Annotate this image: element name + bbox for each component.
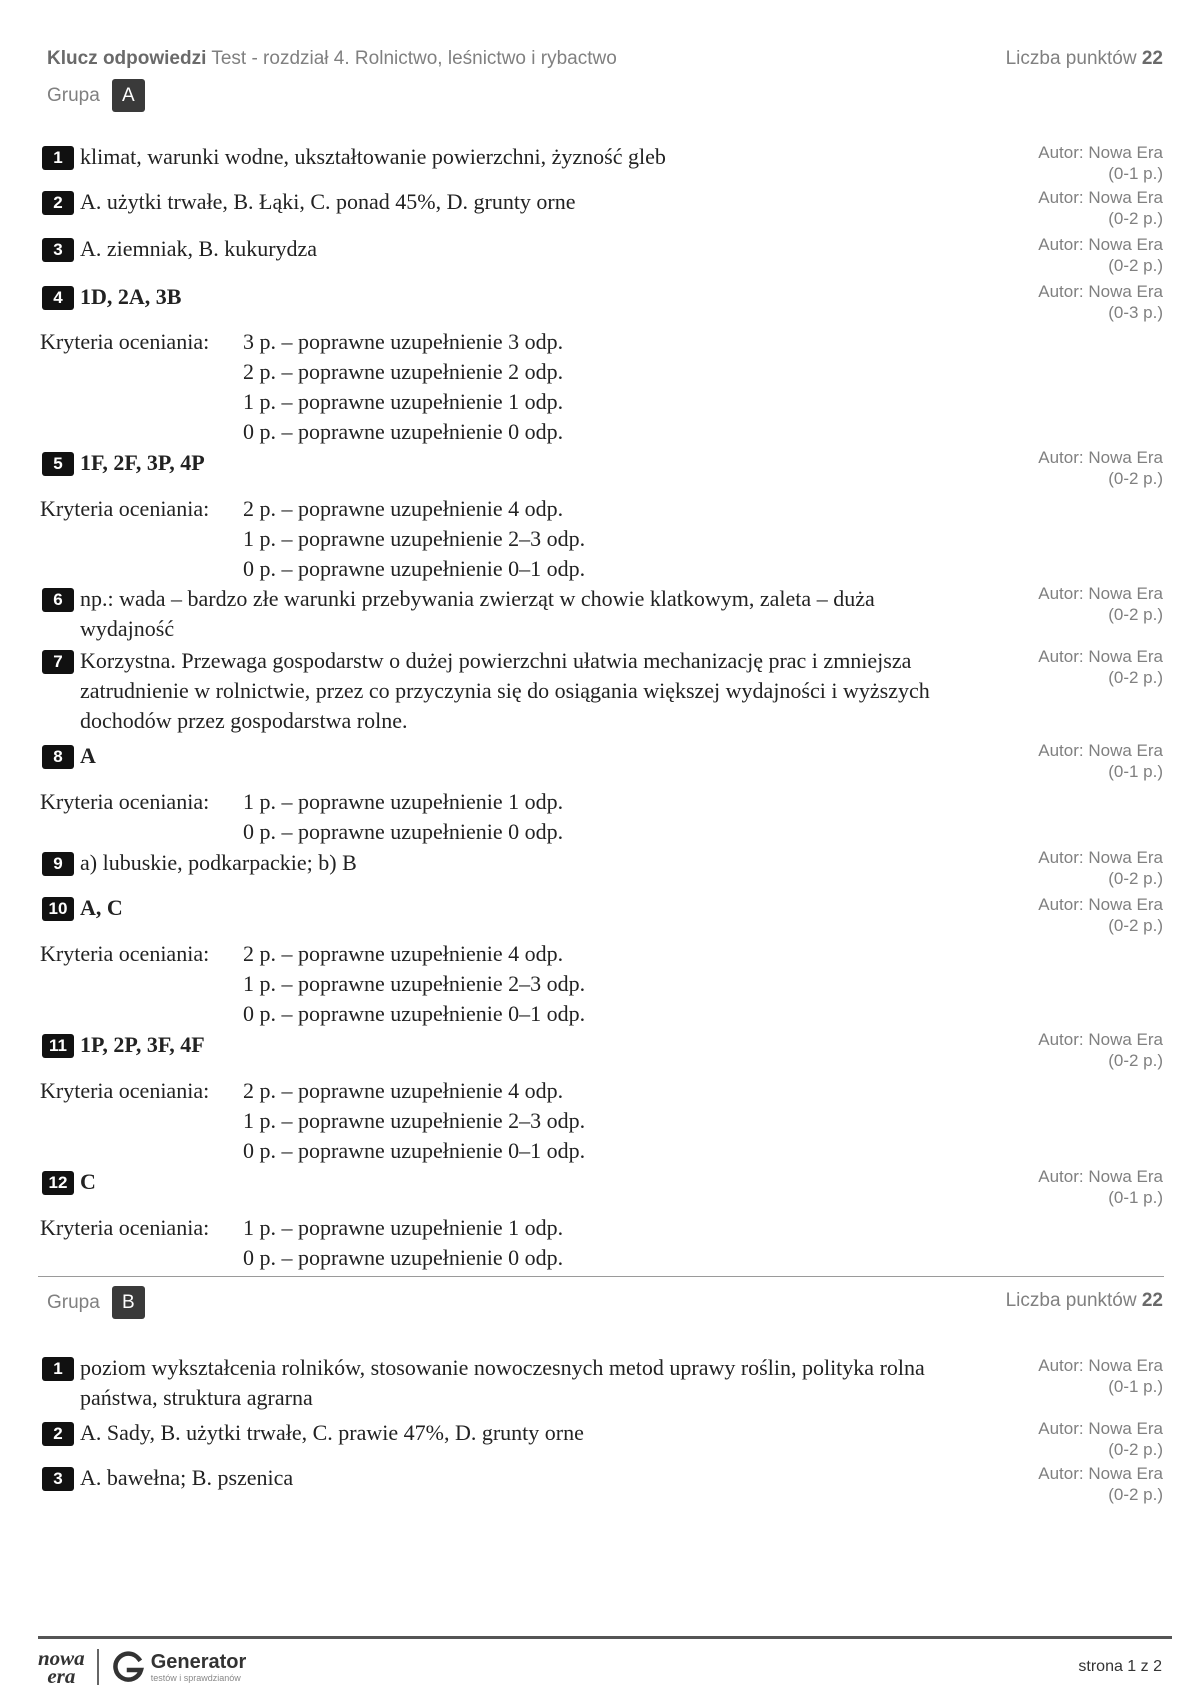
group-badge: B [112,1286,145,1319]
question-number: 3 [42,1467,74,1491]
answer-text: Korzystna. Przewaga gospodarstw o dużej powierzchni ułatwia mechanizację prac i zmniejsza zatrudnienie w rolnictwie, przez co przyczynia się do osiągania większej wydajności i wyższych dochodów przez gospodarstwa rolne. [80,648,930,733]
answer-text: A, C [80,895,123,920]
criteria-label: Kryteria oceniania: [40,1078,210,1103]
criteria-line: 0 p. – poprawne uzupełnienie 0–1 odp. [243,1001,586,1026]
points-range: (0-2 p.) [1108,209,1163,228]
answer-text: a) lubuskie, podkarpackie; b) B [80,850,357,875]
points-total [1006,1290,1163,1312]
question-item [42,142,1002,172]
criteria-line: 1 p. – poprawne uzupełnienie 1 odp. [243,789,564,814]
author: Autor: Nowa Era [1038,1030,1163,1049]
points-range: (0-2 p.) [1108,1051,1163,1070]
question-number: 1 [42,1357,74,1381]
points-label: Liczba punktów [1005,48,1137,69]
criteria-line: 1 p. – poprawne uzupełnienie 2–3 odp. [243,971,586,996]
criteria-label: Kryteria oceniania: [40,329,210,354]
question-meta [963,447,1163,489]
page-number: strona 1 z 2 [1078,1658,1162,1675]
question-number: 10 [42,897,74,921]
criteria-line: 0 p. – poprawne uzupełnienie 0–1 odp. [243,1138,586,1163]
group-a-header [47,79,145,112]
answer-text: A [80,743,96,768]
points-range: (0-2 p.) [1108,916,1163,935]
group-b-header [47,1286,145,1319]
question-number: 9 [42,852,74,876]
points-range: (0-2 p.) [1108,605,1163,624]
question-meta [963,281,1163,323]
criteria-line: 2 p. – poprawne uzupełnienie 4 odp. [243,1078,564,1103]
question-number: 6 [42,588,74,612]
question-meta [963,583,1163,625]
question-number: 12 [42,1171,74,1195]
question-item [42,1030,1002,1060]
question-meta [963,1029,1163,1071]
points-range: (0-1 p.) [1108,1188,1163,1207]
author: Autor: Nowa Era [1038,188,1163,207]
question-meta [963,187,1163,229]
author: Autor: Nowa Era [1038,1167,1163,1186]
group-label: Grupa [47,84,100,106]
points-range: (0-1 p.) [1108,1377,1163,1396]
criteria-line: 1 p. – poprawne uzupełnienie 1 odp. [243,1215,564,1240]
footer-logos [38,1645,246,1689]
question-number: 7 [42,650,74,674]
author: Autor: Nowa Era [1038,1419,1163,1438]
question-item [42,1353,1002,1413]
answer-text: klimat, warunki wodne, ukształtowanie powierzchni, żyzność gleb [80,144,666,169]
author: Autor: Nowa Era [1038,143,1163,162]
criteria-line: 2 p. – poprawne uzupełnienie 4 odp. [243,496,564,521]
points-value: 22 [1141,48,1163,69]
question-item [42,741,1002,771]
criteria-line: 0 p. – poprawne uzupełnienie 0 odp. [243,1245,564,1270]
logo-line: nowa [38,1646,85,1670]
points-label: Liczba punktów [1005,1290,1137,1311]
criteria-label: Kryteria oceniania: [40,1215,210,1240]
answer-text: A. Sady, B. użytki trwałe, C. prawie 47%, D. grunty orne [80,1420,584,1445]
answer-text: C [80,1169,96,1194]
criteria-label: Kryteria oceniania: [40,496,210,521]
answer-text: A. ziemniak, B. kukurydza [80,236,318,261]
question-meta [963,234,1163,276]
question-number: 5 [42,452,74,476]
question-item [42,848,1002,878]
points-range: (0-1 p.) [1108,762,1163,781]
grading-criteria [40,787,563,847]
author: Autor: Nowa Era [1038,647,1163,666]
criteria-label: Kryteria oceniania: [40,789,210,814]
author: Autor: Nowa Era [1038,848,1163,867]
question-meta [963,740,1163,782]
points-range: (0-2 p.) [1108,1440,1163,1459]
question-item [42,448,1002,478]
points-range: (0-2 p.) [1108,869,1163,888]
author: Autor: Nowa Era [1038,235,1163,254]
question-number: 11 [42,1034,74,1058]
criteria-label: Kryteria oceniania: [40,941,210,966]
answer-text: 1D, 2A, 3B [80,284,182,309]
points-range: (0-1 p.) [1108,164,1163,183]
points-range: (0-2 p.) [1108,1485,1163,1504]
criteria-line: 3 p. – poprawne uzupełnienie 3 odp. [243,329,564,354]
question-item [42,1418,1002,1448]
author: Autor: Nowa Era [1038,448,1163,467]
answer-text: poziom wykształcenia rolników, stosowanie nowoczesnych metod uprawy roślin, polityka rolna państwa, struktura agrarna [80,1355,925,1410]
question-item [42,646,1002,736]
author: Autor: Nowa Era [1038,895,1163,914]
criteria-line: 1 p. – poprawne uzupełnienie 2–3 odp. [243,526,586,551]
points-range: (0-2 p.) [1108,469,1163,488]
question-item [42,1167,1002,1197]
grading-criteria [40,939,585,1029]
title-rest: Test - rozdział 4. Rolnictwo, leśnictwo i rybactwo [211,48,617,69]
question-item [42,282,1002,312]
question-item [42,1463,1002,1493]
criteria-line: 2 p. – poprawne uzupełnienie 2 odp. [243,359,564,384]
question-meta [963,1355,1163,1397]
author: Autor: Nowa Era [1038,282,1163,301]
generator-subtitle: testów i sprawdzianów [150,1672,241,1683]
points-range: (0-3 p.) [1108,303,1163,322]
points-range: (0-2 p.) [1108,668,1163,687]
criteria-line: 1 p. – poprawne uzupełnienie 2–3 odp. [243,1108,586,1133]
question-meta [963,646,1163,688]
points-value: 22 [1141,1290,1163,1311]
title-bold: Klucz odpowiedzi [47,48,207,69]
logo-divider [97,1649,99,1685]
answer-text: 1F, 2F, 3P, 4P [80,450,205,475]
footer-divider [38,1636,1172,1639]
answer-text: A. użytki trwałe, B. Łąki, C. ponad 45%, D. grunty orne [80,189,576,214]
question-number: 4 [42,286,74,310]
criteria-line: 0 p. – poprawne uzupełnienie 0–1 odp. [243,556,586,581]
question-number: 8 [42,745,74,769]
question-item [42,234,1002,264]
section-divider [38,1276,1164,1277]
author: Autor: Nowa Era [1038,1356,1163,1375]
author: Autor: Nowa Era [1038,741,1163,760]
generator-icon [111,1650,145,1684]
points-range: (0-2 p.) [1108,256,1163,275]
grading-criteria [40,327,563,447]
question-number: 2 [42,191,74,215]
criteria-line: 1 p. – poprawne uzupełnienie 1 odp. [243,389,564,414]
answer-text: A. bawełna; B. pszenica [80,1465,294,1490]
logo-line: era [47,1664,76,1688]
question-meta [963,1418,1163,1460]
question-number: 1 [42,146,74,170]
criteria-line: 0 p. – poprawne uzupełnienie 0 odp. [243,419,564,444]
criteria-line: 2 p. – poprawne uzupełnienie 4 odp. [243,941,564,966]
question-number: 3 [42,238,74,262]
group-label: Grupa [47,1291,100,1313]
question-meta [963,1166,1163,1208]
generator-title: Generator [150,1650,247,1673]
question-item [42,187,1002,217]
author: Autor: Nowa Era [1038,584,1163,603]
question-item [42,893,1002,923]
question-number: 2 [42,1422,74,1446]
document-title [47,48,617,70]
grading-criteria [40,494,585,584]
points-total [1006,48,1163,70]
question-meta [963,894,1163,936]
question-meta [963,1463,1163,1505]
author: Autor: Nowa Era [1038,1464,1163,1483]
question-item [42,584,1002,644]
answer-text: 1P, 2P, 3F, 4F [80,1032,205,1057]
group-badge: A [112,79,145,112]
question-meta [963,847,1163,889]
grading-criteria [40,1213,563,1273]
grading-criteria [40,1076,585,1166]
nowa-era-logo [38,1646,85,1688]
question-meta [963,142,1163,184]
criteria-line: 0 p. – poprawne uzupełnienie 0 odp. [243,819,564,844]
answer-text: np.: wada – bardzo złe warunki przebywania zwierząt w chowie klatkowym, zaleta – duża wydajność [80,586,875,641]
